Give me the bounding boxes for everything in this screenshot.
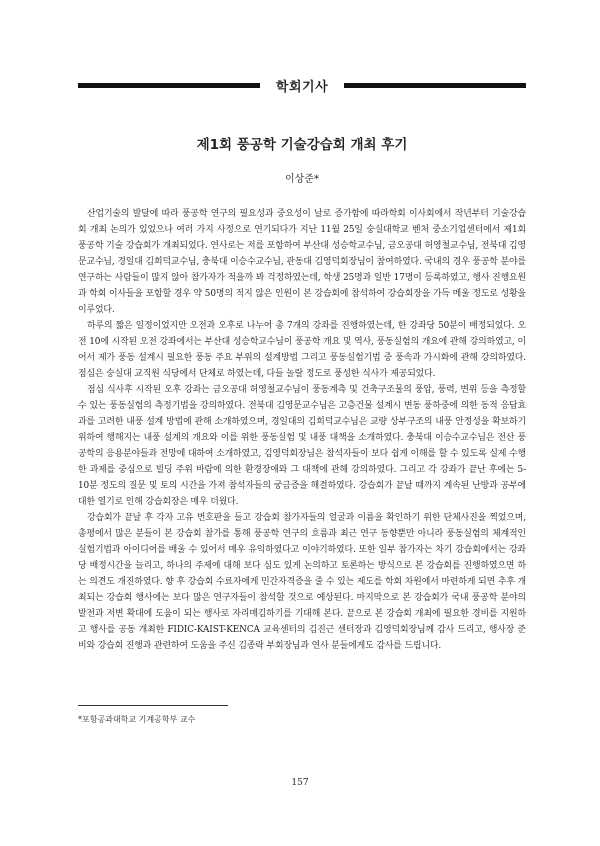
- section-label: 학회기사: [275, 79, 329, 95]
- article-author: 이상준*: [285, 174, 319, 185]
- article-title: 제1회 풍공학 기술강습회 개최 후기: [196, 137, 408, 153]
- body-paragraph-1: 산업기술의 발달에 따라 풍공학 연구의 필요성과 중요성이 날로 증가함에 따라학회 이사회에서 작년부터 기술강습회 개최 논의가 있었으나 여러 가지 사정으로 연기되다가 지난 11월 25일 숭실대학교 벤처 중소기업센터에서 제1회 풍공학 기술 강습회가 개최되었다. 연사로는 저를 포함하여 부산대 성승학교수님, 금오공대 허영철교수님, 전북대 김영문교수님, 경일대 김희덕교수님, 충북대 이승수교수님, 관동대 김영덕회장님이 참여하였다. 국내의 경우 풍공학 분야를 연구하는 사람들이 많지 않아 참가자가 적을까 봐 걱정하였는데, 학생 25명과 일반 17명이 등록하였고, 행사 진행요원과 학회 이사들을 포함할 경우 약 50명의 적지 않은 인원이 본 강습회에 참석하여 강습회장을 가득 메울 정도로 성황을 이루었다.: [78, 209, 526, 315]
- body-paragraph-3: 점심 식사후 시작된 오후 강좌는 금오공대 허영철교수님이 풍동계측 및 건축구조물의 풍압, 풍력, 변위 등을 측정할 수 있는 풍동실험의 측정기법을 강의하였다. 전북대 김영문교수님은 고층건물 설계시 변동 풍하중에 의한 동적 응답효과를 고려한 내풍 설계 방법에 관해 소개하였으며, 경일대의 김희덕교수님은 교량 상부구조의 내풍 안정성을 확보하기 위하여 행해지는 내풍 설계의 개요와 이를 위한 풍동실험 및 내풍 대책을 소개하였다. 충북대 이승수교수님은 전산 풍공학의 응용분야들과 전망에 대하여 소개하였고, 김영덕회장님은 참석자들이 보다 쉽게 이해를 할 수 있도록 실제 수행한 과제를 중심으로 빌딩 주위 바람에 의한 환경장애와 그 대책에 관해 강의하였다. 그리고 각 강좌가 끝난 후에는 5-10분 정도의 질문 및 토의 시간을 가져 참석자들의 궁금증을 해결하였다. 강습회가 끝날 때까지 계속된 난방과 공부에 대한 열기로 인해 강습회장은 매우 더웠다.: [78, 385, 526, 507]
- section-rule-left: [78, 83, 260, 88]
- article-body: [78, 206, 526, 654]
- footnote-divider: [78, 705, 228, 706]
- author-affiliation-footnote: *포항공과대학교 기계공학부 교수: [78, 715, 196, 724]
- body-paragraph-2: 하루의 짧은 일정이었지만 오전과 오후로 나누어 총 7개의 강좌를 진행하였는데, 한 강좌당 50분이 배정되었다. 오전 10에 시작된 오전 강좌에서는 부산대 성승학교수님이 풍공학 개요 및 역사, 풍동실험의 개요에 관해 강의하였고, 이어서 제가 풍동 설계시 필요한 풍동 주요 부위의 설계방법 그리고 풍동실험기법 중 풍속과 가시화에 관해 강의하였다. 점심은 숭실대 교직원 식당에서 단체로 하였는데, 다들 놀랄 정도로 풍성한 식사가 제공되었다.: [78, 321, 526, 379]
- body-paragraph-4: 강습회가 끝날 후 각자 고유 번호판을 들고 강습회 참가자들의 얼굴과 이름을 확인하기 위한 단체사진을 찍었으며, 총평에서 많은 분들이 본 강습회 참가를 통해 풍공학 연구의 흐름과 최근 연구 동향뿐만 아니라 풍동실험의 체계적인 실험기법과 아이디어를 배울 수 있어서 매우 유익하였다고 이야기하였다. 또한 일부 참가자는 차기 강습회에서는 강좌당 배정시간을 늘리고, 하나의 주제에 대해 보다 심도 있게 논의하고 토론하는 방식으로 본 강습회를 진행하였으면 하는 의견도 개진하였다. 향 후 강습회 수료자에게 민간자격증을 줄 수 있는 제도를 학회 차원에서 마련하게 되면 추후 개최되는 강습회 행사에는 보다 많은 연구자들이 참석할 것으로 예상된다. 마지막으로 본 강습회가 국내 풍공학 분야의 발전과 저변 확대에 도움이 되는 행사로 자리매김하기를 기대해 본다. 끝으로 본 강습회 개최에 필요한 경비를 지원하고 행사를 공동 개최한 FIDIC-KAIST-KENCA 교육센터의 김진근 센터장과 김영덕회장님께 감사 드리고, 행사장 준비와 강습회 진행과 관련하여 도움을 주신 김종락 부회장님과 연사 분들에게도 감사를 드립니다.: [78, 513, 526, 651]
- page-number: 157: [291, 778, 309, 788]
- section-rule-right: [344, 83, 526, 88]
- section-header: [78, 74, 526, 96]
